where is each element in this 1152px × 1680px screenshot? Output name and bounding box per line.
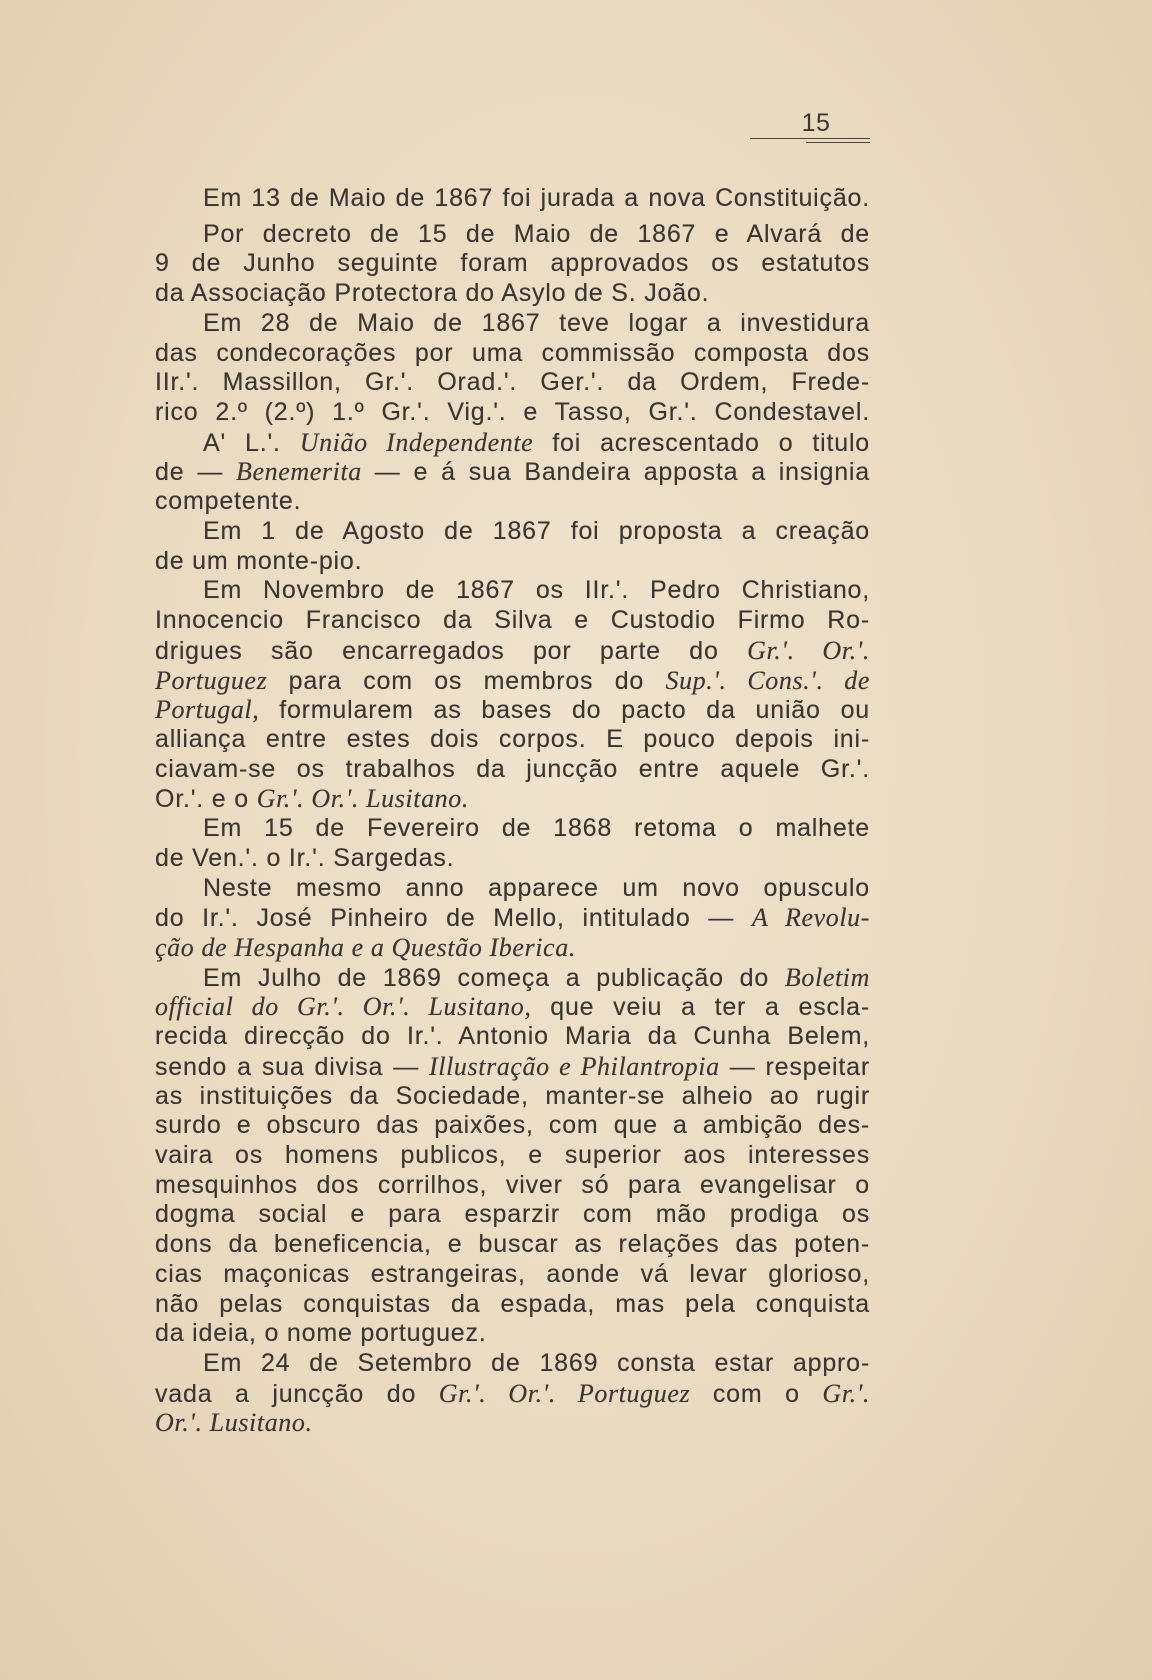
text-line	[155, 184, 870, 214]
text-run: Innocencio Francisco da Silva e Custodio Firmo Ro-	[155, 606, 870, 635]
italic-text: Gr.'. Or.'. Portuguez	[438, 1378, 691, 1408]
text-run: da ideia, o nome portuguez.	[155, 1319, 487, 1348]
header-rule	[806, 142, 870, 143]
italic-text: Illustração e Philantropia	[429, 1051, 720, 1081]
paragraph	[155, 184, 870, 214]
text-run: Em 13 de Maio de 1867 foi jurada a nova Constituição.	[203, 184, 870, 212]
italic-text: Portuguez	[155, 665, 268, 695]
paragraph	[155, 576, 870, 814]
text-line	[155, 1260, 870, 1290]
header-rule	[750, 138, 870, 139]
text-run: formularem as bases do pacto da união ou	[259, 696, 870, 725]
text-line	[155, 1349, 870, 1379]
italic-text: Benemerita	[236, 457, 362, 487]
text-run: recida direcção do Ir.'. Antonio Maria da Cunha Belem,	[155, 1022, 870, 1051]
text-run: Em Novembro de 1867 os IIr.'. Pedro Christiano,	[203, 576, 870, 605]
text-line	[155, 249, 870, 279]
paragraph	[155, 309, 870, 428]
text-line	[155, 576, 870, 606]
text-run: de Ven.'. o Ir.'. Sargedas.	[155, 843, 455, 872]
text-line	[155, 517, 870, 547]
paragraph	[155, 1349, 870, 1438]
text-run: rico 2.º (2.º) 1.º Gr.'. Vig.'. e Tasso, Gr.'. Condestavel.	[155, 398, 870, 427]
paragraph	[155, 428, 870, 517]
text-run: com o	[690, 1379, 823, 1408]
text-line	[155, 428, 870, 458]
text-line	[155, 725, 870, 755]
text-line	[155, 695, 870, 725]
text-line	[155, 368, 870, 398]
paragraph	[155, 963, 870, 1349]
text-run: — respeitar	[719, 1052, 870, 1081]
text-line	[155, 220, 870, 250]
text-line	[155, 606, 870, 636]
text-line	[155, 636, 870, 666]
paragraph	[155, 220, 870, 309]
text-run: mesquinhos dos corrilhos, viver só para evangelisar o	[155, 1170, 870, 1199]
text-run: surdo e obscuro das paixões, com que a ambição des-	[155, 1111, 870, 1140]
text-run: Neste mesmo anno apparece um novo opusculo	[203, 873, 870, 902]
italic-text: official do Gr.'. Or.'. Lusitano,	[155, 992, 532, 1022]
italic-text: Or.'. Lusitano.	[155, 1408, 313, 1438]
text-run: 9 de Junho seguinte foram approvados os estatutos	[155, 249, 870, 278]
text-run: — e á sua Bandeira apposta a insignia	[361, 458, 870, 487]
text-line	[155, 1082, 870, 1112]
paragraph	[155, 814, 870, 873]
text-run: vada a juncção do	[155, 1379, 439, 1408]
text-line	[155, 547, 870, 577]
italic-text: União Independente	[299, 427, 534, 457]
text-line	[155, 1171, 870, 1201]
text-line	[155, 1111, 870, 1141]
italic-text: Gr.'. Or.'.	[747, 635, 870, 665]
text-run: ciavam-se os trabalhos da juncção entre aquele Gr.'.	[155, 754, 870, 783]
italic-text: Boletim	[784, 962, 870, 992]
text-run: vaira os homens publicos, e superior aos interesses	[155, 1141, 870, 1169]
text-line	[155, 666, 870, 696]
text-run: Em 15 de Fevereiro de 1868 retoma o malhete	[203, 814, 870, 843]
italic-text: Gr.'.	[822, 1378, 870, 1408]
text-line	[155, 1200, 870, 1230]
text-line	[155, 1290, 870, 1320]
text-line	[155, 279, 870, 309]
text-run: Or.'. e o	[155, 785, 257, 814]
text-line	[155, 755, 870, 785]
paragraph	[155, 517, 870, 576]
text-line	[155, 844, 870, 874]
text-line	[155, 1408, 870, 1438]
italic-text: Portugal,	[155, 695, 260, 725]
text-run: Em Julho de 1869 começa a publicação do	[203, 963, 785, 992]
text-run: Em 1 de Agosto de 1867 foi proposta a creação	[203, 516, 870, 545]
text-run: alliança entre estes dois corpos. E pouco depois ini-	[155, 724, 870, 753]
text-run: sendo a sua divisa —	[155, 1052, 430, 1081]
text-line	[155, 1319, 870, 1349]
text-line	[155, 1052, 870, 1082]
text-run: Em 28 de Maio de 1867 teve logar a investidura	[203, 308, 870, 337]
italic-text: A Revolu-	[751, 903, 870, 933]
text-run: dogma social e para esparzir com mão prodiga os	[155, 1200, 870, 1229]
text-run: da Associação Protectora do Asylo de S. João.	[155, 279, 710, 308]
text-run: de —	[155, 458, 237, 487]
italic-text: Gr.'. Or.'. Lusitano.	[256, 784, 469, 814]
text-run: as instituições da Sociedade, manter-se alheio ao rugir	[155, 1081, 870, 1110]
text-line	[155, 784, 870, 814]
text-line	[155, 1230, 870, 1260]
text-run: dons da beneficencia, e buscar as relações das poten-	[155, 1230, 870, 1259]
text-line	[155, 1141, 870, 1171]
text-run: das condecorações por uma commissão composta dos	[155, 338, 870, 367]
text-line	[155, 963, 870, 993]
text-run: do Ir.'. José Pinheiro de Mello, intitulado —	[155, 904, 752, 933]
italic-text: Sup.'. Cons.'. de	[665, 665, 870, 695]
text-run: drigues são encarregados por parte do	[155, 636, 748, 665]
body-text	[155, 184, 870, 1438]
text-line	[155, 1022, 870, 1052]
text-line	[155, 398, 870, 428]
text-run: IIr.'. Massillon, Gr.'. Orad.'. Ger.'. da Ordem, Frede-	[155, 368, 870, 397]
text-run: não pelas conquistas da espada, mas pela conquista	[155, 1289, 870, 1318]
paragraph	[155, 874, 870, 963]
italic-text: ção de Hespanha e a Questão Iberica.	[155, 932, 576, 962]
text-line	[155, 814, 870, 844]
text-line	[155, 309, 870, 339]
text-run: Em 24 de Setembro de 1869 consta estar appro-	[203, 1349, 870, 1378]
text-line	[155, 1379, 870, 1409]
text-line	[155, 457, 870, 487]
text-line	[155, 933, 870, 963]
text-run: foi acrescentado o titulo	[533, 428, 871, 457]
text-run: cias maçonicas estrangeiras, aonde vá levar glorioso,	[155, 1259, 870, 1288]
text-line	[155, 874, 870, 904]
text-run: A' L.'.	[203, 428, 300, 457]
text-run: para com os membros do	[267, 666, 666, 695]
text-run: competente.	[155, 487, 302, 516]
text-line	[155, 903, 870, 933]
text-run: que veiu a ter a escla-	[531, 993, 870, 1022]
text-run: Por decreto de 15 de Maio de 1867 e Alvará de	[203, 219, 870, 248]
text-line	[155, 339, 870, 369]
page-number: 15	[801, 109, 831, 137]
text-line	[155, 992, 870, 1022]
text-line	[155, 487, 870, 517]
text-run: de um monte-pio.	[155, 546, 363, 575]
